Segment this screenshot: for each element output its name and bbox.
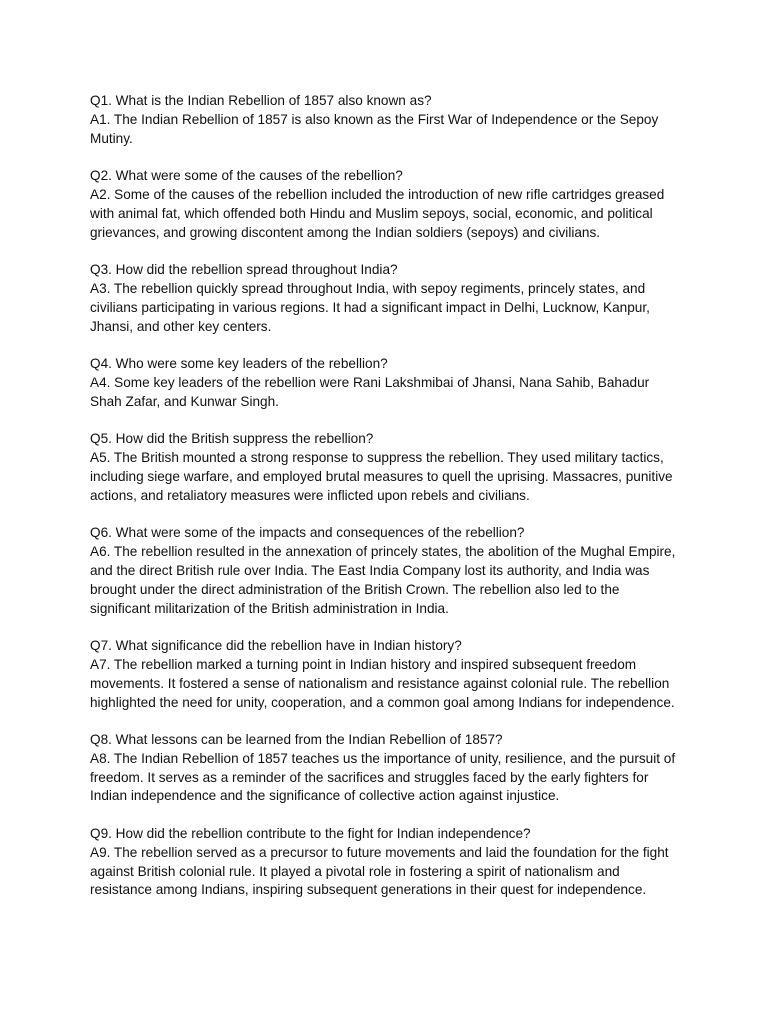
answer: A2. Some of the causes of the rebellion included the introduction of new rifle cartridges greased with animal fat, which offended both Hindu and Muslim sepoys, social, economic, and political grievances, and growing discontent among the Indian soldiers (sepoys) and civilians. (90, 186, 665, 240)
question: Q6. What were some of the impacts and consequences of the rebellion? (90, 525, 525, 541)
answer: A3. The rebellion quickly spread throughout India, with sepoy regiments, princely states, and civilians participating in various regions. It had a significant impact in Delhi, Lucknow, Kanpur, Jhansi, and other key centers. (90, 280, 650, 334)
answer: A7. The rebellion marked a turning point in Indian history and inspired subsequent freedom movements. It fostered a sense of nationalism and resistance against colonial rule. The rebellion highlighted the need for unity, cooperation, and a common goal among Indians for independence. (90, 656, 675, 710)
question: Q2. What were some of the causes of the rebellion? (90, 168, 403, 184)
qa-item-4 (90, 355, 680, 411)
question: Q3. How did the rebellion spread throughout India? (90, 262, 398, 278)
question: Q9. How did the rebellion contribute to the fight for Indian independence? (90, 826, 531, 842)
answer: A5. The British mounted a strong response to suppress the rebellion. They used military tactics, including siege warfare, and employed brutal measures to quell the uprising. Massacres, punitive actions, and retaliatory measures were inflicted upon rebels and civilians. (90, 450, 673, 503)
answer: A8. The Indian Rebellion of 1857 teaches us the importance of unity, resilience, and the pursuit of freedom. It serves as a reminder of the sacrifices and struggles faced by the early fighters for Indian independence and the significance of collective action against injustice. (90, 750, 676, 804)
qa-item-7 (90, 637, 680, 712)
question: Q7. What significance did the rebellion have in Indian history? (90, 638, 462, 654)
answer: A9. The rebellion served as a precursor to future movements and laid the foundation for the fight against British colonial rule. It played a pivotal role in fostering a spirit of nationalism and resistance among Indians, inspiring subsequent generations in their quest for independence. (90, 844, 669, 898)
question: Q4. Who were some key leaders of the rebellion? (90, 356, 388, 372)
question: Q5. How did the British suppress the rebellion? (90, 431, 374, 447)
answer: A6. The rebellion resulted in the annexation of princely states, the abolition of the Mughal Empire, and the direct British rule over India. The East India Company lost its authority, and India was brought under the direct administration of the British Crown. The rebellion also led to the significant militarization of the British administration in India. (90, 544, 676, 616)
qa-item-9 (90, 825, 680, 900)
question: Q1. What is the Indian Rebellion of 1857 also known as? (90, 93, 432, 108)
answer: A1. The Indian Rebellion of 1857 is also known as the First War of Independence or the Sepoy Mutiny. (90, 111, 659, 146)
qa-item-1 (90, 92, 680, 148)
qa-item-3 (90, 261, 680, 336)
qa-item-2 (90, 167, 680, 242)
qa-item-5 (90, 430, 680, 505)
qa-item-6 (90, 524, 680, 618)
question: Q8. What lessons can be learned from the Indian Rebellion of 1857? (90, 732, 503, 748)
qa-list (90, 92, 680, 919)
answer: A4. Some key leaders of the rebellion were Rani Lakshmibai of Jhansi, Nana Sahib, Bahadur Shah Zafar, and Kunwar Singh. (90, 374, 650, 409)
qa-item-8 (90, 731, 680, 806)
